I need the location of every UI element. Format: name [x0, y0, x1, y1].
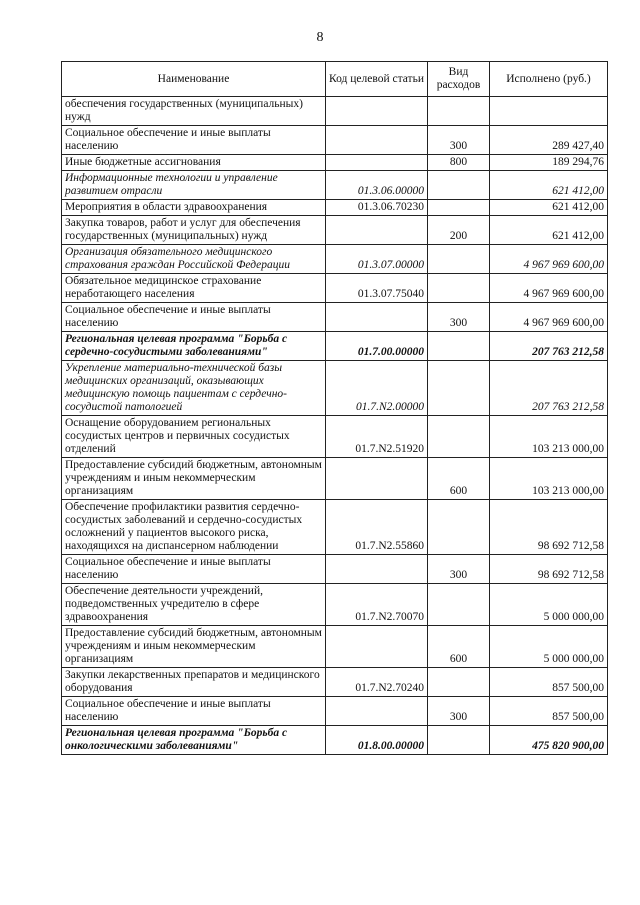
cell-type: 600	[428, 626, 490, 668]
cell-type	[428, 245, 490, 274]
cell-type	[428, 332, 490, 361]
cell-amount: 621 412,00	[490, 200, 608, 216]
cell-type	[428, 200, 490, 216]
cell-code: 01.3.07.75040	[326, 274, 428, 303]
table-row	[62, 500, 608, 555]
cell-name: Информационные технологии и управление развитием отрасли	[62, 171, 326, 200]
cell-amount: 4 967 969 600,00	[490, 303, 608, 332]
cell-code	[326, 697, 428, 726]
cell-name: Оснащение оборудованием региональных сосудистых центров и первичных сосудистых отделений	[62, 416, 326, 458]
cell-amount: 103 213 000,00	[490, 458, 608, 500]
table-body	[62, 97, 608, 755]
cell-code: 01.3.07.00000	[326, 245, 428, 274]
cell-code	[326, 97, 428, 126]
header-type: Вид расходов	[428, 62, 490, 97]
table-row	[62, 97, 608, 126]
table-row	[62, 416, 608, 458]
cell-type: 300	[428, 303, 490, 332]
cell-code: 01.7.00.00000	[326, 332, 428, 361]
cell-amount	[490, 97, 608, 126]
table-row	[62, 361, 608, 416]
cell-amount: 189 294,76	[490, 155, 608, 171]
cell-type: 300	[428, 697, 490, 726]
cell-name: Мероприятия в области здравоохранения	[62, 200, 326, 216]
cell-code	[326, 216, 428, 245]
cell-amount: 621 412,00	[490, 171, 608, 200]
cell-type	[428, 274, 490, 303]
cell-amount: 621 412,00	[490, 216, 608, 245]
table-row	[62, 171, 608, 200]
table-row	[62, 303, 608, 332]
cell-name: Предоставление субсидий бюджетным, автономным учреждениям и иным некоммерческим организациям	[62, 626, 326, 668]
cell-amount: 103 213 000,00	[490, 416, 608, 458]
cell-name: Региональная целевая программа "Борьба с онкологическими заболеваниями"	[62, 726, 326, 755]
cell-amount: 4 967 969 600,00	[490, 274, 608, 303]
cell-type	[428, 361, 490, 416]
cell-name: Социальное обеспечение и иные выплаты населению	[62, 555, 326, 584]
cell-name: Обеспечение деятельности учреждений, подведомственных учредителю в сфере здравоохранения	[62, 584, 326, 626]
cell-code: 01.7.N2.00000	[326, 361, 428, 416]
cell-code	[326, 303, 428, 332]
cell-type: 300	[428, 555, 490, 584]
cell-name: Иные бюджетные ассигнования	[62, 155, 326, 171]
table-row	[62, 726, 608, 755]
cell-amount: 5 000 000,00	[490, 626, 608, 668]
table-row	[62, 668, 608, 697]
table-row	[62, 245, 608, 274]
cell-type	[428, 97, 490, 126]
cell-type: 600	[428, 458, 490, 500]
cell-amount: 857 500,00	[490, 697, 608, 726]
table-row	[62, 126, 608, 155]
cell-amount: 475 820 900,00	[490, 726, 608, 755]
header-code: Код целевой статьи	[326, 62, 428, 97]
cell-amount: 98 692 712,58	[490, 555, 608, 584]
cell-code	[326, 126, 428, 155]
cell-code: 01.7.N2.70070	[326, 584, 428, 626]
cell-name: Обеспечение профилактики развития сердечно-сосудистых заболеваний и сердечно-сосудистых осложнений у пациентов высокого риска, находящихся на диспансерном наблюдении	[62, 500, 326, 555]
cell-name: Организация обязательного медицинского страхования граждан Российской Федерации	[62, 245, 326, 274]
table-row	[62, 697, 608, 726]
cell-type	[428, 416, 490, 458]
cell-type	[428, 668, 490, 697]
cell-type	[428, 500, 490, 555]
page-number: 8	[316, 30, 324, 45]
cell-name: Укрепление материально-технической базы медицинских организаций, оказывающих медицинскую помощь пациентам с сердечно-сосудистой патологией	[62, 361, 326, 416]
cell-name: Предоставление субсидий бюджетным, автономным учреждениям и иным некоммерческим организациям	[62, 458, 326, 500]
header-amount: Исполнено (руб.)	[490, 62, 608, 97]
table-row	[62, 555, 608, 584]
cell-code: 01.8.00.00000	[326, 726, 428, 755]
cell-type: 200	[428, 216, 490, 245]
budget-execution-table	[61, 61, 608, 755]
cell-code	[326, 458, 428, 500]
cell-name: Обязательное медицинское страхование неработающего населения	[62, 274, 326, 303]
table-row	[62, 626, 608, 668]
cell-amount: 5 000 000,00	[490, 584, 608, 626]
table-header-row	[62, 62, 608, 97]
cell-type	[428, 171, 490, 200]
cell-code	[326, 626, 428, 668]
cell-amount: 207 763 212,58	[490, 361, 608, 416]
table-row	[62, 200, 608, 216]
cell-code	[326, 155, 428, 171]
cell-name: Закупка товаров, работ и услуг для обеспечения государственных (муниципальных) нужд	[62, 216, 326, 245]
cell-name: Закупки лекарственных препаратов и медицинского оборудования	[62, 668, 326, 697]
cell-code: 01.7.N2.70240	[326, 668, 428, 697]
cell-code: 01.3.06.70230	[326, 200, 428, 216]
table-row	[62, 458, 608, 500]
cell-name: обеспечения государственных (муниципальных) нужд	[62, 97, 326, 126]
cell-code: 01.7.N2.55860	[326, 500, 428, 555]
cell-amount: 207 763 212,58	[490, 332, 608, 361]
cell-type: 800	[428, 155, 490, 171]
cell-amount: 98 692 712,58	[490, 500, 608, 555]
table-row	[62, 155, 608, 171]
cell-amount: 289 427,40	[490, 126, 608, 155]
cell-name: Социальное обеспечение и иные выплаты населению	[62, 126, 326, 155]
table-row	[62, 584, 608, 626]
cell-code: 01.7.N2.51920	[326, 416, 428, 458]
cell-code: 01.3.06.00000	[326, 171, 428, 200]
table-row	[62, 216, 608, 245]
cell-name: Социальное обеспечение и иные выплаты населению	[62, 303, 326, 332]
cell-name: Региональная целевая программа "Борьба с сердечно-сосудистыми заболеваниями"	[62, 332, 326, 361]
cell-name: Социальное обеспечение и иные выплаты населению	[62, 697, 326, 726]
cell-type	[428, 726, 490, 755]
cell-amount: 857 500,00	[490, 668, 608, 697]
cell-code	[326, 555, 428, 584]
header-name: Наименование	[62, 62, 326, 97]
table-row	[62, 274, 608, 303]
cell-amount: 4 967 969 600,00	[490, 245, 608, 274]
cell-type: 300	[428, 126, 490, 155]
cell-type	[428, 584, 490, 626]
table-row	[62, 332, 608, 361]
